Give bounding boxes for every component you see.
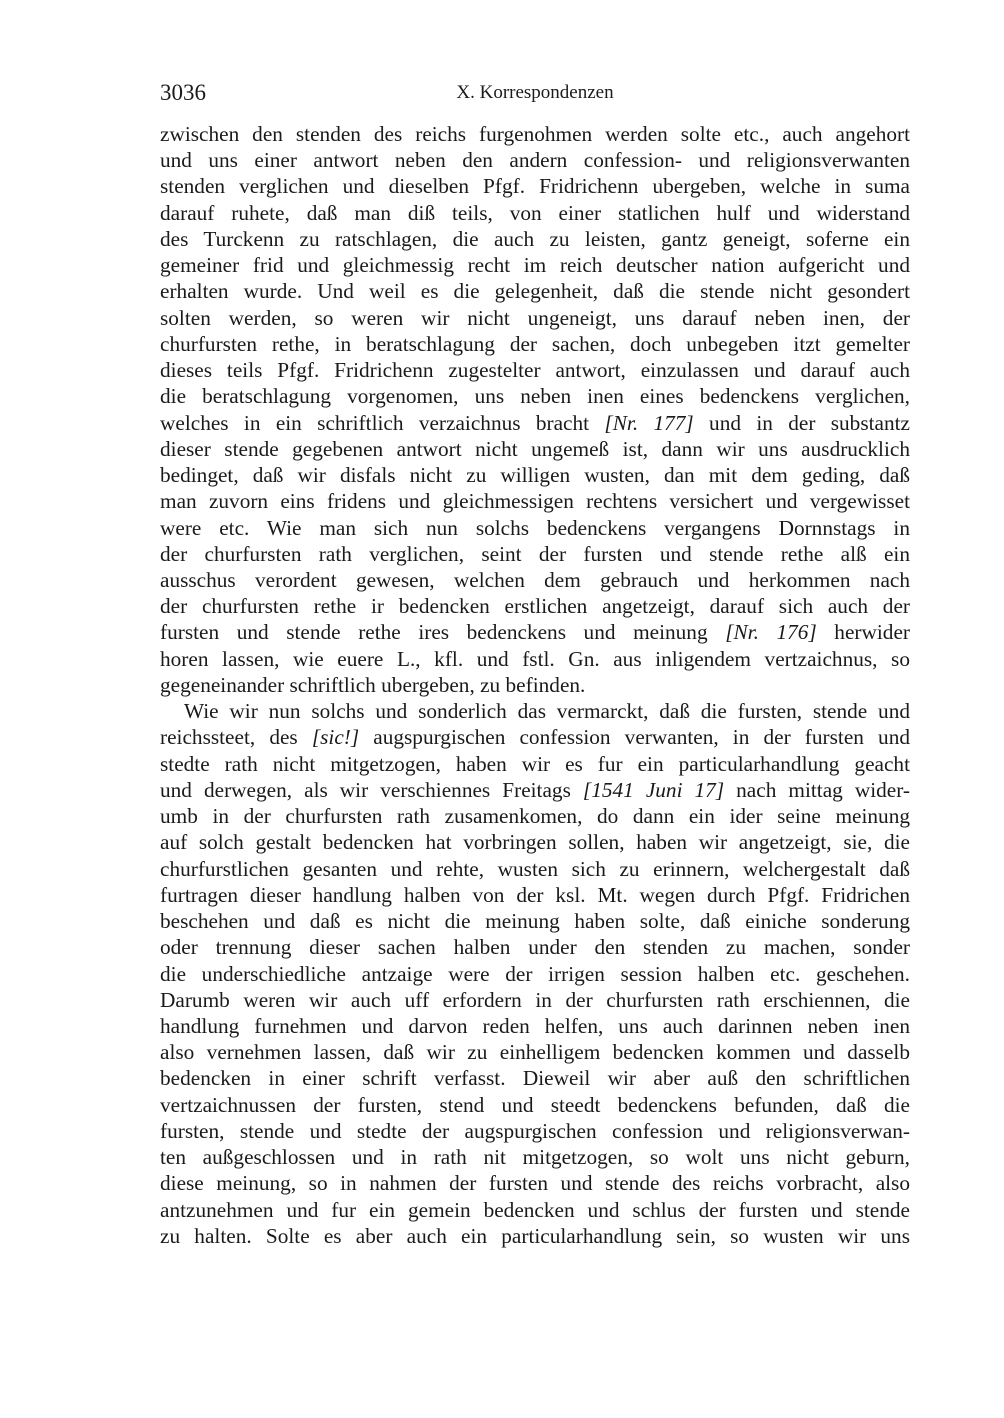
text-line: des Turckenn zu ratschlagen, die auch zu leisten, gantz geneigt, soferne ein xyxy=(160,226,910,251)
text-line: die underschiedliche antzaige were der irrigen session halben etc. geschehen. xyxy=(160,961,910,986)
text-line: stenden verglichen und dieselben Pfgf. Fridrichenn ubergeben, welche in suma xyxy=(160,174,910,199)
text-line: Wie wir nun solchs und sonderlich das vermarckt, daß die fursten, stende und xyxy=(184,699,910,724)
text-line: zwischen den stenden des reichs furgenohmen werden solte etc., auch angehort xyxy=(160,122,910,146)
text-line: furtragen dieser handlung halben von der ksl. Mt. wegen durch Pfgf. Fridrichen xyxy=(160,882,910,907)
text-line: der churfursten rath verglichen, seint der fursten und stende rethe alß ein xyxy=(160,541,910,566)
text-line: welches in ein schriftlich verzaichnus bracht [Nr. 177] und in der substantz xyxy=(160,410,910,435)
text-line: were etc. Wie man sich nun solchs bedenckens vergangens Dornnstags in xyxy=(160,515,910,540)
page-number: 3036 xyxy=(160,80,206,105)
editorial-note: [sic!] xyxy=(311,725,360,750)
editorial-note: [Nr. 177] xyxy=(604,410,694,435)
text-line: stedte rath nicht mitgetzogen, haben wir es fur ein particularhandlung geacht xyxy=(160,751,910,776)
text-line: auf solch gestalt bedencken hat vorbringen sollen, haben wir angetzeigt, sie, die xyxy=(160,830,910,855)
paragraph xyxy=(160,121,910,698)
text-line: der churfursten rethe ir bedencken erstlichen angetzeigt, darauf sich auch der xyxy=(160,594,910,619)
text-line: darauf ruhete, daß man diß teils, von einer statlichen hulf und widerstand xyxy=(160,200,910,225)
text-line: solten werden, so weren wir nicht ungeneigt, uns darauf neben inen, der xyxy=(160,305,910,330)
body-text xyxy=(160,121,910,1249)
text-line: fursten und stende rethe ires bedenckens und meinung [Nr. 176] herwider xyxy=(160,620,910,645)
text-line: bedinget, daß wir disfals nicht zu willigen wusten, dan mit dem geding, daß xyxy=(160,463,910,488)
running-head xyxy=(160,80,910,108)
text-line: horen lassen, wie euere L., kfl. und fstl. Gn. aus inligendem vertzaichnus, so xyxy=(160,646,910,671)
text-line: vertzaichnussen der fursten, stend und steedt bedenckens befunden, daß die xyxy=(160,1092,910,1117)
text-line: gegeneinander schriftlich ubergeben, zu befinden. xyxy=(160,672,586,697)
editorial-note: [Nr. 176] xyxy=(725,620,817,645)
text-line: dieses teils Pfgf. Fridrichenn zugestelter antwort, einzulassen und darauf auch xyxy=(160,358,910,383)
text-line: churfurstlichen gesanten und rehte, wusten sich zu erinnern, welchergestalt daß xyxy=(160,856,910,881)
paragraph xyxy=(160,698,910,1249)
text-line: reichssteet, des [sic!] augspurgischen confession verwanten, in der fursten und xyxy=(160,725,910,750)
text-line: man zuvorn eins fridens und gleichmessigen rechtens versichert und vergewisset xyxy=(160,489,910,514)
text-line: dieser stende gegebenen antwort nicht ungemeß ist, dann wir uns ausdrucklich xyxy=(160,436,910,461)
running-title: X. Korrespondenzen xyxy=(456,82,614,103)
text-line: bedencken in einer schrift verfasst. Dieweil wir aber auß den schriftlichen xyxy=(160,1066,910,1091)
text-line: umb in der churfursten rath zusamenkomen, do dann ein ider seine meinung xyxy=(160,804,910,829)
text-line: handlung furnehmen und darvon reden helfen, uns auch darinnen neben inen xyxy=(160,1013,910,1038)
text-line: also vernehmen lassen, daß wir zu einhelligem bedencken kommen und dasselb xyxy=(160,1040,910,1065)
text-line: zu halten. Solte es aber auch ein particularhandlung sein, so wusten wir uns xyxy=(160,1223,910,1248)
text-line: diese meinung, so in nahmen der fursten und stende des reichs vorbracht, also xyxy=(160,1171,910,1196)
text-line: antzunehmen und fur ein gemein bedencken und schlus der fursten und stende xyxy=(160,1197,910,1222)
text-line: und derwegen, als wir verschiennes Freitags [1541 Juni 17] nach mittag wider- xyxy=(160,777,910,802)
text-line: beschehen und daß es nicht die meinung haben solte, daß einiche sonderung xyxy=(160,909,910,934)
text-line: ausschus verordent gewesen, welchen dem gebrauch und herkommen nach xyxy=(160,567,910,592)
text-line: fursten, stende und stedte der augspurgischen confession und religionsverwan- xyxy=(160,1118,910,1143)
text-line: die beratschlagung vorgenomen, uns neben inen eines bedenckens verglichen, xyxy=(160,384,910,409)
text-line: Darumb weren wir auch uff erfordern in der churfursten rath erschiennen, die xyxy=(160,987,910,1012)
text-line: oder trennung dieser sachen halben under den stenden zu machen, sonder xyxy=(160,935,910,960)
text-line: ten außgeschlossen und in rath nit mitgetzogen, so wolt uns nicht geburn, xyxy=(160,1145,910,1170)
text-line: gemeiner frid und gleichmessig recht im reich deutscher nation aufgericht und xyxy=(160,253,910,278)
text-line: und uns einer antwort neben den andern confession- und religionsverwanten xyxy=(160,148,910,173)
editorial-note: [1541 Juni 17] xyxy=(582,777,725,802)
text-line: erhalten wurde. Und weil es die gelegenheit, daß die stende nicht gesondert xyxy=(160,279,910,304)
text-line: churfursten rethe, in beratschlagung der sachen, doch unbegeben itzt gemelter xyxy=(160,331,910,356)
